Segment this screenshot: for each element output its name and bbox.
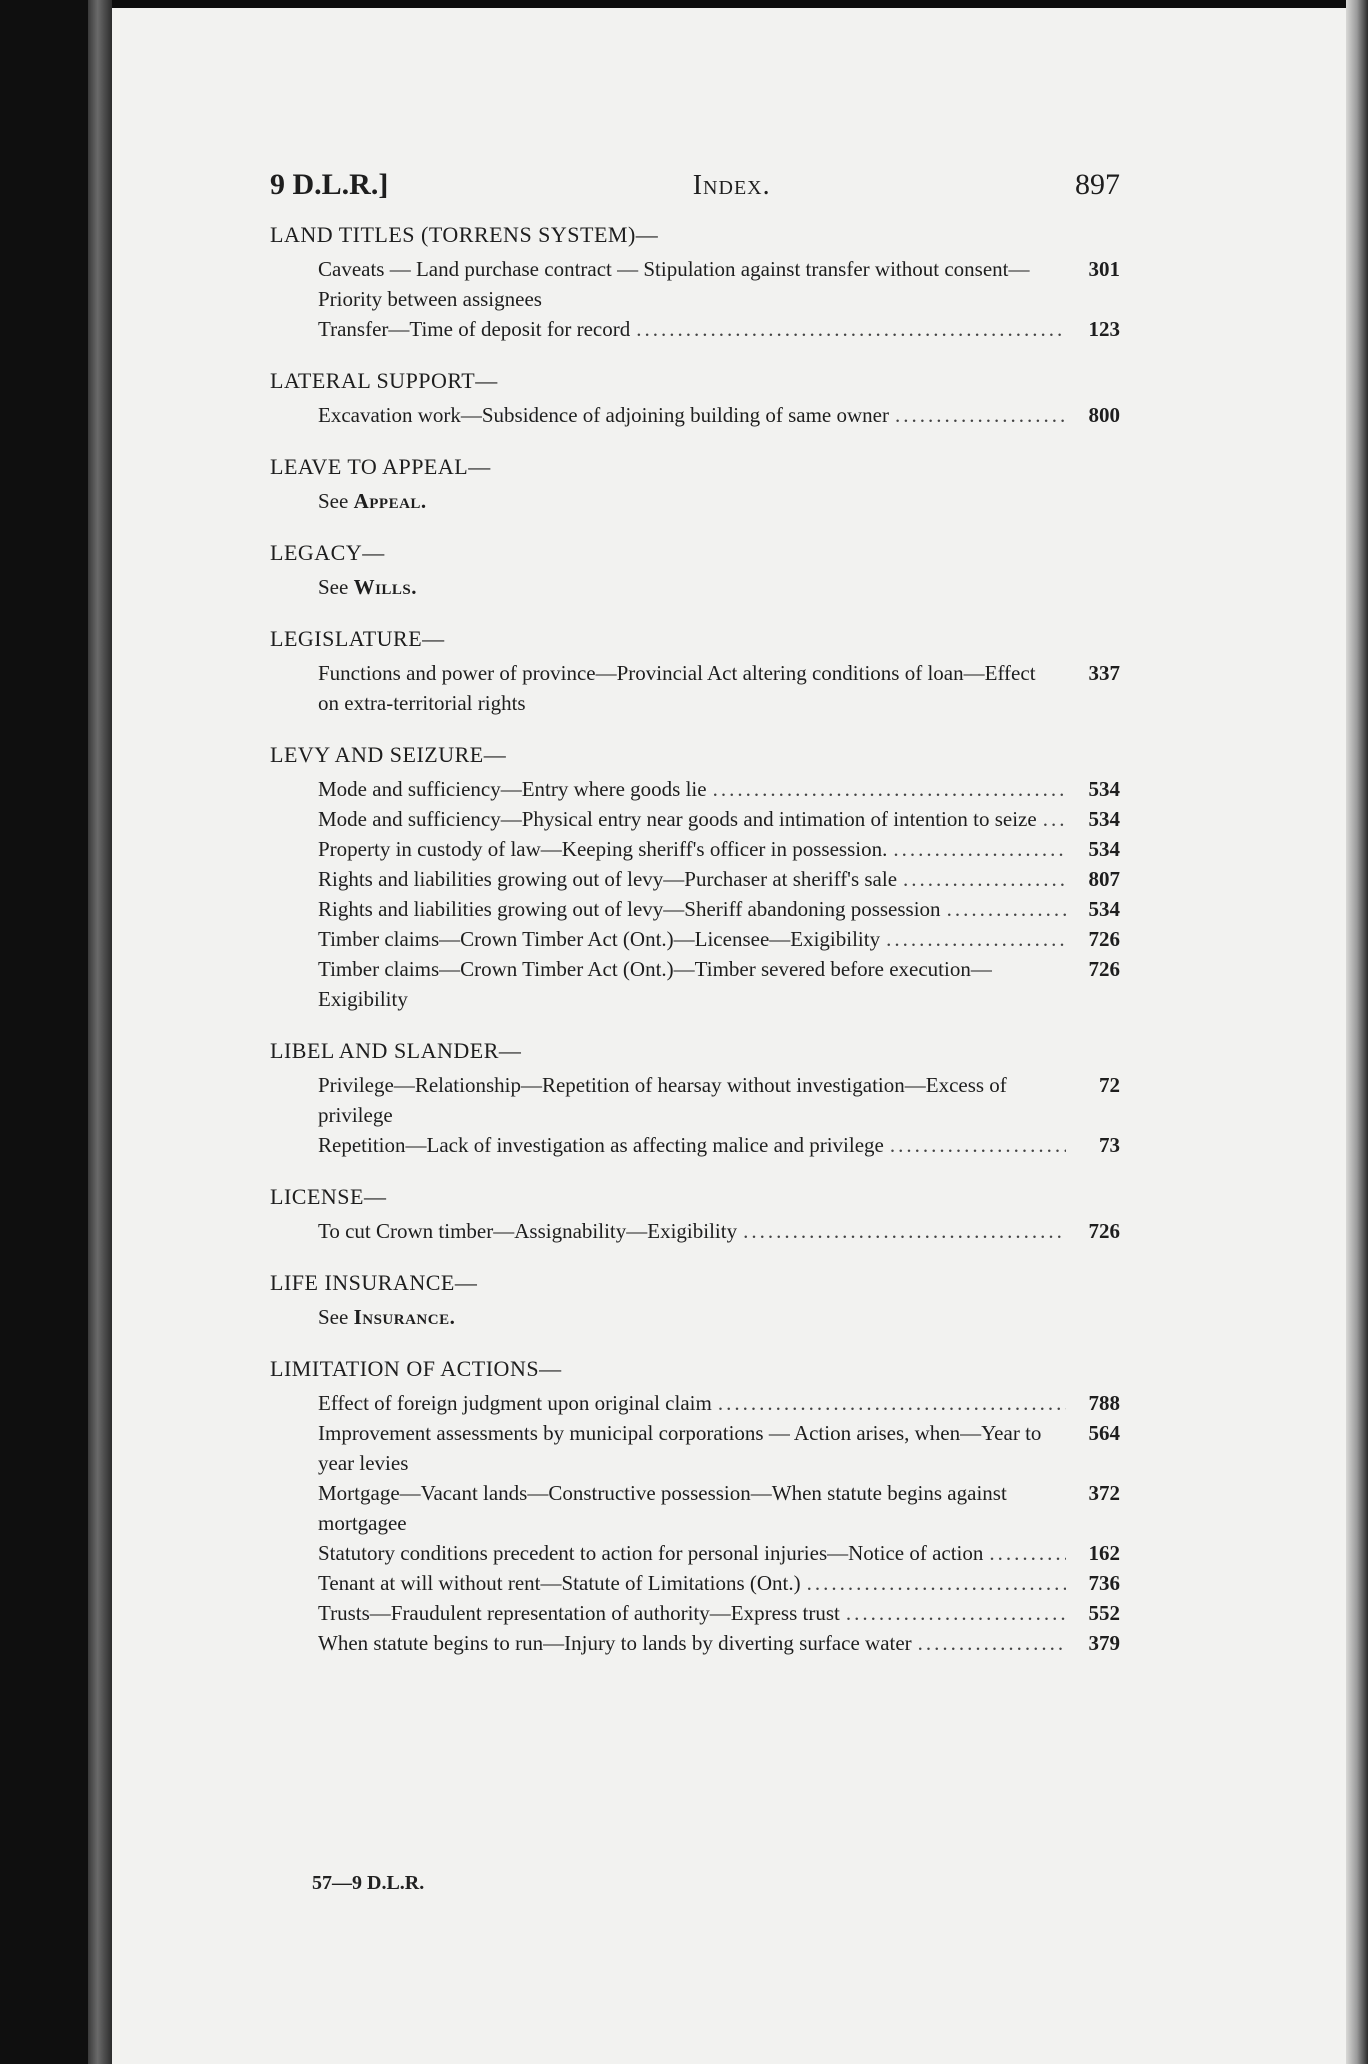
see-reference: [270, 486, 1120, 516]
section-heading: LAND TITLES (TORRENS SYSTEM)—: [270, 222, 659, 247]
entry-page-number: 534: [1088, 777, 1120, 801]
index-entry: [270, 1388, 1120, 1418]
entry-page-number: 726: [1088, 927, 1120, 951]
index-entry: [270, 1628, 1120, 1658]
leader-dots: [989, 1538, 1066, 1568]
index-section: [270, 1354, 1120, 1658]
entry-page-number: 736: [1088, 1571, 1120, 1595]
index-entry: [270, 1216, 1120, 1246]
entry-page-number: 301: [1088, 257, 1120, 281]
see-prefix: See: [318, 489, 354, 513]
leader-dots: [947, 894, 1066, 924]
entry-text: Trusts—Fraudulent representation of authority—Express trust: [318, 1601, 840, 1625]
index-content: [270, 168, 1120, 1680]
index-entry: [270, 864, 1120, 894]
leader-dots: [713, 774, 1066, 804]
index-entry: [270, 1568, 1120, 1598]
entry-text: When statute begins to run—Injury to lands by diverting surface water: [318, 1631, 912, 1655]
entry-text: Rights and liabilities growing out of levy—Sheriff abandoning possession: [318, 897, 941, 921]
index-section: [270, 452, 1120, 516]
entry-text: Privilege—Relationship—Repetition of hearsay without investigation—Excess of privilege: [318, 1073, 1007, 1127]
entry-text: Property in custody of law—Keeping sheriff's officer in possession.: [318, 837, 888, 861]
book-spine: [88, 0, 112, 2064]
running-header: [270, 168, 1120, 202]
section-heading: LEGACY—: [270, 540, 385, 565]
entry-page-number: 73: [1099, 1133, 1120, 1157]
section-heading: LIBEL AND SLANDER—: [270, 1038, 522, 1063]
index-entry: [270, 954, 1120, 1014]
entry-page-number: 379: [1088, 1631, 1120, 1655]
leader-dots: [807, 1568, 1066, 1598]
entry-text: Mode and sufficiency—Entry where goods lie: [318, 777, 707, 801]
index-entry: [270, 894, 1120, 924]
index-entry: [270, 1070, 1120, 1130]
entry-text: Mortgage—Vacant lands—Constructive possession—When statute begins against mortgagee: [318, 1481, 1007, 1535]
leader-dots: [886, 924, 1066, 954]
entry-page-number: 807: [1088, 867, 1120, 891]
entry-page-number: 788: [1088, 1391, 1120, 1415]
section-heading: LICENSE—: [270, 1184, 387, 1209]
entry-page-number: 337: [1088, 661, 1120, 685]
section-heading: LEVY AND SEIZURE—: [270, 742, 507, 767]
page-title: Index.: [692, 170, 771, 201]
entry-text: Statutory conditions precedent to action for personal injuries—Notice of action: [318, 1541, 984, 1565]
entry-page-number: 534: [1088, 807, 1120, 831]
scan-left-edge: [0, 0, 90, 2064]
section-heading: LIMITATION OF ACTIONS—: [270, 1356, 562, 1381]
index-section: [270, 1268, 1120, 1332]
entry-text: Tenant at will without rent—Statute of Limitations (Ont.): [318, 1571, 801, 1595]
entry-text: Rights and liabilities growing out of levy—Purchaser at sheriff's sale: [318, 867, 898, 891]
leader-dots: [846, 1598, 1066, 1628]
section-heading: LEAVE TO APPEAL—: [270, 454, 491, 479]
entry-page-number: 123: [1088, 317, 1120, 341]
leader-dots: [893, 834, 1066, 864]
leader-dots: [718, 1388, 1066, 1418]
index-entry: [270, 254, 1120, 314]
index-entry: [270, 1598, 1120, 1628]
entry-page-number: 726: [1088, 1219, 1120, 1243]
index-sections: [270, 220, 1120, 1658]
page-right-edge: [1346, 0, 1368, 2064]
index-entry: [270, 1538, 1120, 1568]
index-section: [270, 366, 1120, 430]
section-heading: LIFE INSURANCE—: [270, 1270, 478, 1295]
index-section: [270, 740, 1120, 1014]
index-entry: [270, 1478, 1120, 1538]
entry-text: Timber claims—Crown Timber Act (Ont.)—Timber severed before execution—Exigibility: [318, 957, 992, 1011]
entry-text: Caveats — Land purchase contract — Stipulation against transfer without consent—Priority between assignees: [318, 257, 1030, 311]
signature-mark: 57—9 D.L.R.: [312, 1872, 425, 1894]
index-section: [270, 538, 1120, 602]
entry-text: Excavation work—Subsidence of adjoining building of same owner: [318, 403, 889, 427]
entry-text: To cut Crown timber—Assignability—Exigibility: [318, 1219, 738, 1243]
index-section: [270, 1182, 1120, 1246]
index-entry: [270, 804, 1120, 834]
see-reference: [270, 572, 1120, 602]
see-target: Appeal.: [353, 489, 427, 513]
see-prefix: See: [318, 1305, 354, 1329]
index-section: [270, 220, 1120, 344]
volume-reference: 9 D.L.R.]: [270, 168, 389, 201]
see-target: Wills.: [353, 575, 418, 599]
entry-page-number: 162: [1088, 1541, 1120, 1565]
entry-text: Functions and power of province—Provincial Act altering conditions of loan—Effect on extra-territorial rights: [318, 661, 1036, 715]
leader-dots: [743, 1216, 1066, 1246]
entry-text: Transfer—Time of deposit for record: [318, 317, 631, 341]
page-number: 897: [1075, 168, 1120, 201]
index-entry: [270, 1418, 1120, 1478]
entry-text: Mode and sufficiency—Physical entry near goods and intimation of intention to seize: [318, 807, 1037, 831]
index-entry: [270, 314, 1120, 344]
see-prefix: See: [318, 575, 354, 599]
entry-text: Repetition—Lack of investigation as affecting malice and privilege: [318, 1133, 884, 1157]
index-entry: [270, 834, 1120, 864]
entry-text: Effect of foreign judgment upon original claim: [318, 1391, 712, 1415]
entry-page-number: 72: [1099, 1073, 1120, 1097]
entry-page-number: 800: [1088, 403, 1120, 427]
index-section: [270, 624, 1120, 718]
entry-text: Timber claims—Crown Timber Act (Ont.)—Licensee—Exigibility: [318, 927, 881, 951]
entry-page-number: 564: [1088, 1421, 1120, 1445]
entry-page-number: 726: [1088, 957, 1120, 981]
leader-dots: [895, 400, 1066, 430]
entry-page-number: 534: [1088, 837, 1120, 861]
leader-dots: [1043, 804, 1066, 834]
leader-dots: [636, 314, 1066, 344]
entry-text: Improvement assessments by municipal corporations — Action arises, when—Year to year levies: [318, 1421, 1042, 1475]
entry-page-number: 372: [1088, 1481, 1120, 1505]
index-entry: [270, 400, 1120, 430]
leader-dots: [890, 1130, 1066, 1160]
entry-page-number: 534: [1088, 897, 1120, 921]
entry-page-number: 552: [1088, 1601, 1120, 1625]
see-reference: [270, 1302, 1120, 1332]
leader-dots: [903, 864, 1066, 894]
leader-dots: [918, 1628, 1066, 1658]
index-entry: [270, 1130, 1120, 1160]
index-section: [270, 1036, 1120, 1160]
index-entry: [270, 658, 1120, 718]
section-heading: LEGISLATURE—: [270, 626, 445, 651]
index-entry: [270, 924, 1120, 954]
section-heading: LATERAL SUPPORT—: [270, 368, 498, 393]
index-entry: [270, 774, 1120, 804]
see-target: Insurance.: [353, 1305, 456, 1329]
